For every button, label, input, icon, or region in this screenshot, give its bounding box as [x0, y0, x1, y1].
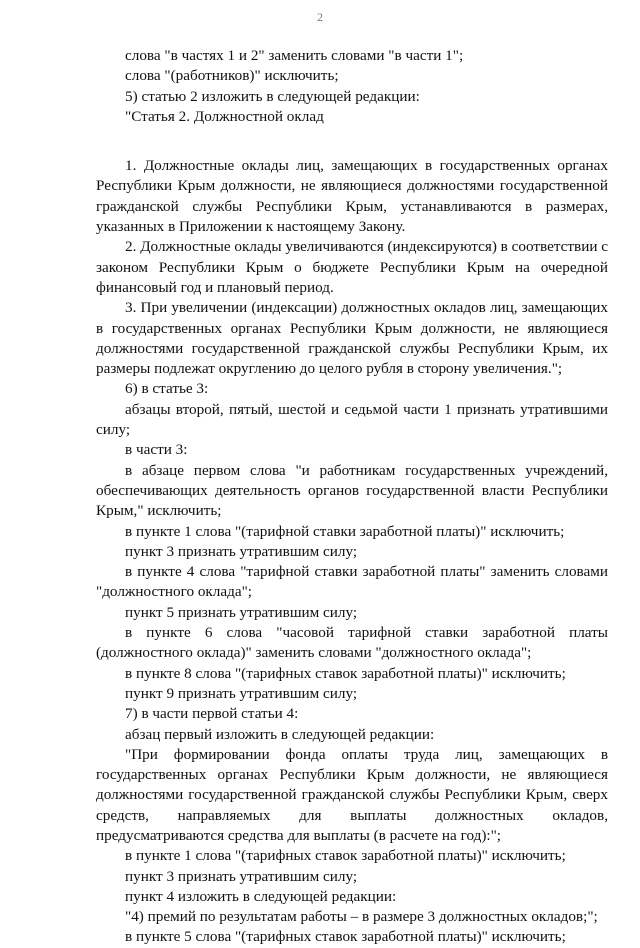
paragraph: пункт 3 признать утратившим силу;: [125, 867, 358, 885]
paragraph: в пункте 4 слова "тарифной ставки заработной платы" заменить словами "должностного оклада";: [96, 563, 608, 601]
paragraph: в пункте 1 слова "(тарифных ставок заработной платы)" исключить;: [125, 847, 566, 865]
paragraph: 1. Должностные оклады лиц, замещающих в государственных органах Республики Крым должности, не являющиеся должностями государственной гражданской службы Республики Крым, устанавливаются в размерах, указанных в Приложении к настоящему Закону.: [96, 157, 608, 236]
paragraph: 6) в статье 3:: [125, 380, 209, 398]
document-body: [96, 46, 608, 948]
paragraph: слова "(работников)" исключить;: [125, 67, 339, 85]
paragraph: "При формировании фонда оплаты труда лиц, замещающих в государственных органах Республики Крым должности, не являющиеся должностями государственной гражданской службы Республики Крым, сверх средств, направляемых для выплаты должностных окладов, предусматриваются средства для выплаты (в расчете на год):";: [96, 745, 608, 844]
paragraph: в пункте 1 слова "(тарифной ставки заработной платы)" исключить;: [125, 522, 565, 540]
paragraph: 3. При увеличении (индексации) должностных окладов лиц, замещающих в государственных органах Республики Крым должности, не являющиеся должностями государственной гражданской службы Республики Крым, их размеры подлежат округлению до целого рубля в сторону увеличения.";: [96, 299, 608, 378]
paragraph: "4) премий по результатам работы – в размере 3 должностных окладов;";: [125, 908, 598, 926]
article-heading: "Статья 2. Должностной оклад: [125, 107, 324, 125]
paragraph: в абзаце первом слова "и работникам государственных учреждений, обеспечивающих деятельность органов государственной власти Республики Крым," исключить;: [96, 461, 608, 520]
spacer: [96, 127, 608, 156]
paragraph: пункт 4 изложить в следующей редакции:: [125, 887, 397, 905]
paragraph: в пункте 5 слова "(тарифных ставок заработной платы)" исключить;: [125, 928, 566, 946]
paragraph: абзац первый изложить в следующей редакции:: [125, 725, 435, 743]
paragraph: абзацы второй, пятый, шестой и седьмой части 1 признать утратившими силу;: [96, 400, 608, 439]
paragraph: пункт 3 признать утратившим силу;: [125, 542, 358, 560]
paragraph: в части 3:: [125, 441, 188, 459]
paragraph: 5) статью 2 изложить в следующей редакции:: [125, 87, 420, 105]
paragraph: пункт 5 признать утратившим силу;: [125, 603, 358, 621]
paragraph: пункт 9 признать утратившим силу;: [125, 684, 358, 702]
paragraph: 2. Должностные оклады увеличиваются (индексируются) в соответствии с законом Республики Крым о бюджете Республики Крым на очередной финансовый год и плановый период.: [96, 238, 608, 296]
paragraph: 7) в части первой статьи 4:: [125, 705, 299, 723]
paragraph: слова "в частях 1 и 2" заменить словами "в части 1";: [125, 47, 464, 64]
paragraph: в пункте 8 слова "(тарифных ставок заработной платы)" исключить;: [125, 664, 566, 682]
page-number: 2: [317, 10, 323, 24]
paragraph: в пункте 6 слова "часовой тарифной ставки заработной платы (должностного оклада)" заменить словами "должностного оклада";: [96, 624, 608, 662]
